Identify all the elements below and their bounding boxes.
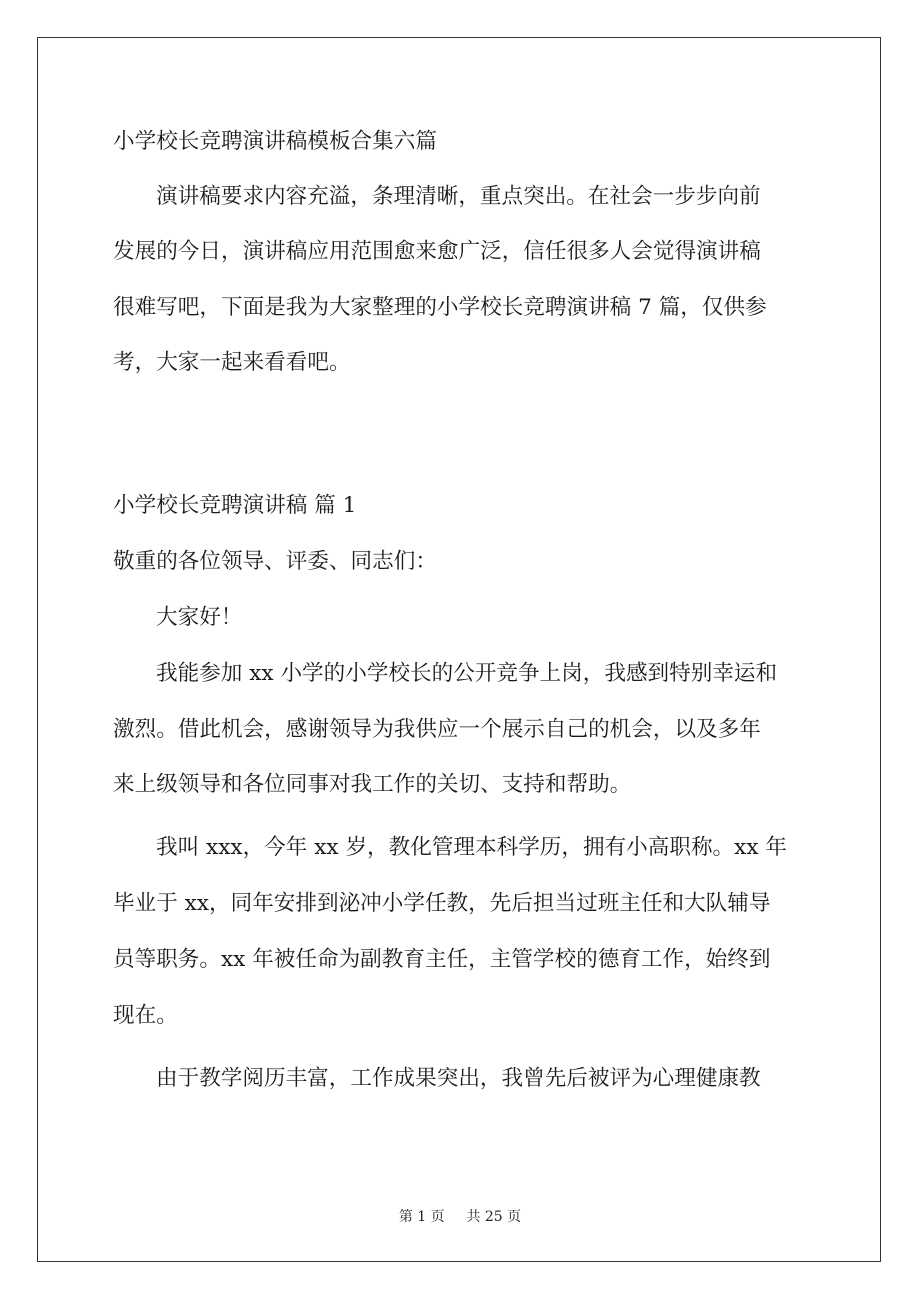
intro-paragraph-line: 很难写吧，下面是我为大家整理的小学校长竞聘演讲稿 7 篇，仅供参 [113,295,767,320]
body-paragraph-line: 我能参加 xx 小学的小学校长的公开竞争上岗，我感到特别幸运和 [156,661,778,686]
section-heading: 小学校长竞聘演讲稿 篇 1 [113,493,357,518]
salutation: 敬重的各位领导、评委、同志们： [113,549,437,574]
body-paragraph-line: 来上级领导和各位同事对我工作的关切、支持和帮助。 [113,772,632,797]
intro-paragraph-line: 演讲稿要求内容充溢，条理清晰，重点突出。在社会一步步向前 [156,184,761,209]
body-paragraph-line: 激烈。借此机会，感谢领导为我供应一个展示自己的机会，以及多年 [113,717,761,742]
body-paragraph-line: 由于教学阅历丰富，工作成果突出，我曾先后被评为心理健康教 [156,1066,761,1091]
greeting: 大家好！ [156,605,243,630]
body-paragraph-line: 员等职务。xx 年被任命为副教育主任，主管学校的德育工作，始终到 [113,947,771,972]
page-number: 第 1 页 [398,1209,445,1225]
body-paragraph-line: 我叫 xxx，今年 xx 岁，教化管理本科学历，拥有小高职称。xx 年 [156,835,787,860]
body-paragraph-line: 现在。 [113,1003,178,1028]
intro-paragraph-line: 考，大家一起来看看吧。 [113,350,351,375]
page-footer [0,1206,920,1226]
document-title: 小学校长竞聘演讲稿模板合集六篇 [113,129,437,154]
intro-paragraph-line: 发展的今日，演讲稿应用范围愈来愈广泛，信任很多人会觉得演讲稿 [113,239,761,264]
body-paragraph-line: 毕业于 xx，同年安排到泌冲小学任教，先后担当过班主任和大队辅导 [113,891,771,916]
total-pages: 共 25 页 [466,1209,522,1225]
